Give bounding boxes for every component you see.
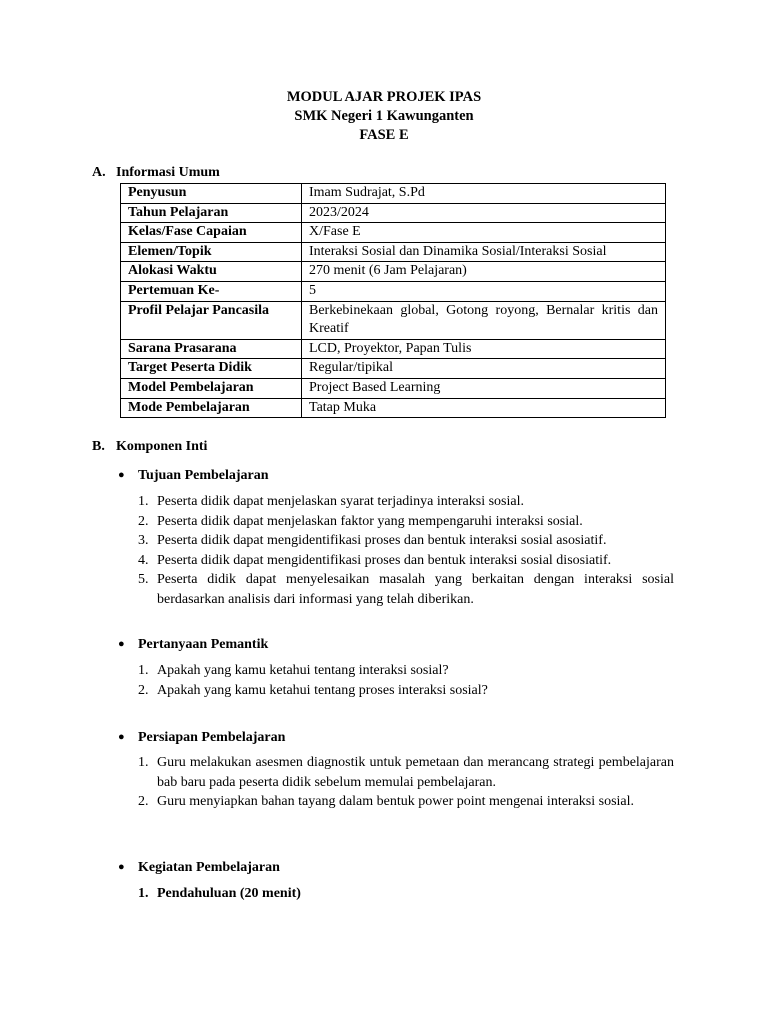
list-item: [138, 512, 674, 532]
bullet-persiapan-heading: [118, 727, 285, 748]
list-text: Peserta didik dapat menjelaskan syarat terjadinya interaksi sosial.: [157, 494, 524, 509]
list-number: 3.: [138, 533, 149, 549]
info-value: LCD, Proyektor, Papan Tulis: [302, 339, 666, 359]
pertanyaan-list: [138, 661, 674, 700]
persiapan-title: Persiapan Pembelajaran: [138, 730, 286, 745]
table-row: [121, 203, 666, 223]
sub-number: 1.: [138, 886, 149, 901]
info-value: Tatap Muka: [302, 398, 666, 418]
info-table: [120, 183, 666, 418]
table-row: [121, 398, 666, 418]
list-text: Apakah yang kamu ketahui tentang interaksi sosial?: [157, 663, 449, 678]
list-text: Peserta didik dapat mengidentifikasi proses dan bentuk interaksi sosial asosiatif.: [157, 533, 607, 549]
info-key: Sarana Prasarana: [121, 339, 302, 359]
bullet-pertanyaan-heading: [118, 634, 268, 655]
table-row: [121, 184, 666, 204]
kegiatan-title: Kegiatan Pembelajaran: [138, 860, 280, 875]
list-item: [138, 681, 674, 701]
tujuan-title: Tujuan Pembelajaran: [138, 468, 269, 483]
table-row: [121, 262, 666, 282]
info-value: 2023/2024: [302, 203, 666, 223]
bullet-icon: ●: [118, 731, 125, 743]
info-key: Elemen/Topik: [121, 242, 302, 262]
section-b-letter: B.: [92, 439, 105, 454]
list-number: 2.: [138, 513, 149, 529]
info-key: Mode Pembelajaran: [121, 398, 302, 418]
list-item: [138, 531, 674, 551]
list-text: Guru menyiapkan bahan tayang dalam bentuk power point mengenai interaksi sosial.: [157, 794, 635, 810]
table-row: [121, 301, 666, 339]
bullet-tujuan-heading: [118, 465, 269, 486]
phase-label: FASE E: [359, 127, 409, 143]
list-number: 1.: [138, 663, 149, 678]
list-text: Peserta didik dapat menjelaskan faktor yang mempengaruhi interaksi sosial.: [157, 513, 583, 529]
kegiatan-subheading: [138, 884, 301, 904]
info-key: Profil Pelajar Pancasila: [121, 301, 302, 339]
bullet-icon: ●: [118, 469, 125, 481]
document-title: MODUL AJAR PROJEK IPAS: [286, 89, 482, 105]
info-key: Penyusun: [121, 184, 302, 204]
section-a-heading: [92, 163, 220, 183]
sub-text: Pendahuluan (20 menit): [157, 886, 301, 901]
list-item: [138, 492, 674, 512]
info-key: Pertemuan Ke-: [121, 281, 302, 301]
bullet-kegiatan-heading: [118, 857, 280, 878]
bullet-icon: ●: [118, 638, 125, 650]
info-value: Imam Sudrajat, S.Pd: [302, 184, 666, 204]
info-key: Model Pembelajaran: [121, 378, 302, 398]
list-item: [138, 753, 674, 792]
table-row: [121, 359, 666, 379]
info-value: Project Based Learning: [302, 378, 666, 398]
school-name: SMK Negeri 1 Kawunganten: [294, 108, 474, 124]
bullet-icon: ●: [118, 861, 125, 873]
info-value: 5: [302, 281, 666, 301]
list-number: 1.: [138, 755, 149, 770]
list-number: 2.: [138, 682, 149, 698]
list-number: 4.: [138, 552, 149, 568]
info-value: 270 menit (6 Jam Pelajaran): [302, 262, 666, 282]
list-item: [138, 661, 674, 681]
list-text: Peserta didik dapat mengidentifikasi proses dan bentuk interaksi sosial disosiatif.: [157, 552, 612, 568]
section-a-letter: A.: [92, 165, 106, 180]
list-text: Peserta didik dapat menyelesaikan masalah yang berkaitan dengan interaksi sosial berdasarkan analisis dari informasi yang telah diberikan.: [157, 572, 674, 607]
info-key: Alokasi Waktu: [121, 262, 302, 282]
list-number: 5.: [138, 572, 149, 588]
list-text: Guru melakukan asesmen diagnostik untuk pemetaan dan merancang strategi pembelajaran bab baru pada peserta didik sebelum memulai pembelajaran.: [157, 755, 674, 790]
section-b-heading: [92, 437, 207, 457]
table-row: [121, 378, 666, 398]
list-number: 2.: [138, 794, 149, 810]
tujuan-list: [138, 492, 674, 610]
info-value: X/Fase E: [302, 223, 666, 243]
info-key: Kelas/Fase Capaian: [121, 223, 302, 243]
list-item: [138, 570, 674, 609]
list-item: [138, 551, 674, 571]
table-row: [121, 242, 666, 262]
section-b-title: Komponen Inti: [116, 439, 208, 454]
list-number: 1.: [138, 494, 149, 509]
table-row: [121, 281, 666, 301]
info-value: Berkebinekaan global, Gotong royong, Bernalar kritis dan Kreatif: [302, 301, 666, 339]
list-item: [138, 792, 674, 812]
info-value: Interaksi Sosial dan Dinamika Sosial/Interaksi Sosial: [302, 242, 666, 262]
info-key: Target Peserta Didik: [121, 359, 302, 379]
pertanyaan-title: Pertanyaan Pemantik: [138, 637, 269, 652]
list-text: Apakah yang kamu ketahui tentang proses interaksi sosial?: [157, 682, 488, 698]
section-a-title: Informasi Umum: [116, 165, 220, 180]
info-value: Regular/tipikal: [302, 359, 666, 379]
persiapan-list: [138, 753, 674, 812]
table-row: [121, 223, 666, 243]
table-row: [121, 339, 666, 359]
info-key: Tahun Pelajaran: [121, 203, 302, 223]
